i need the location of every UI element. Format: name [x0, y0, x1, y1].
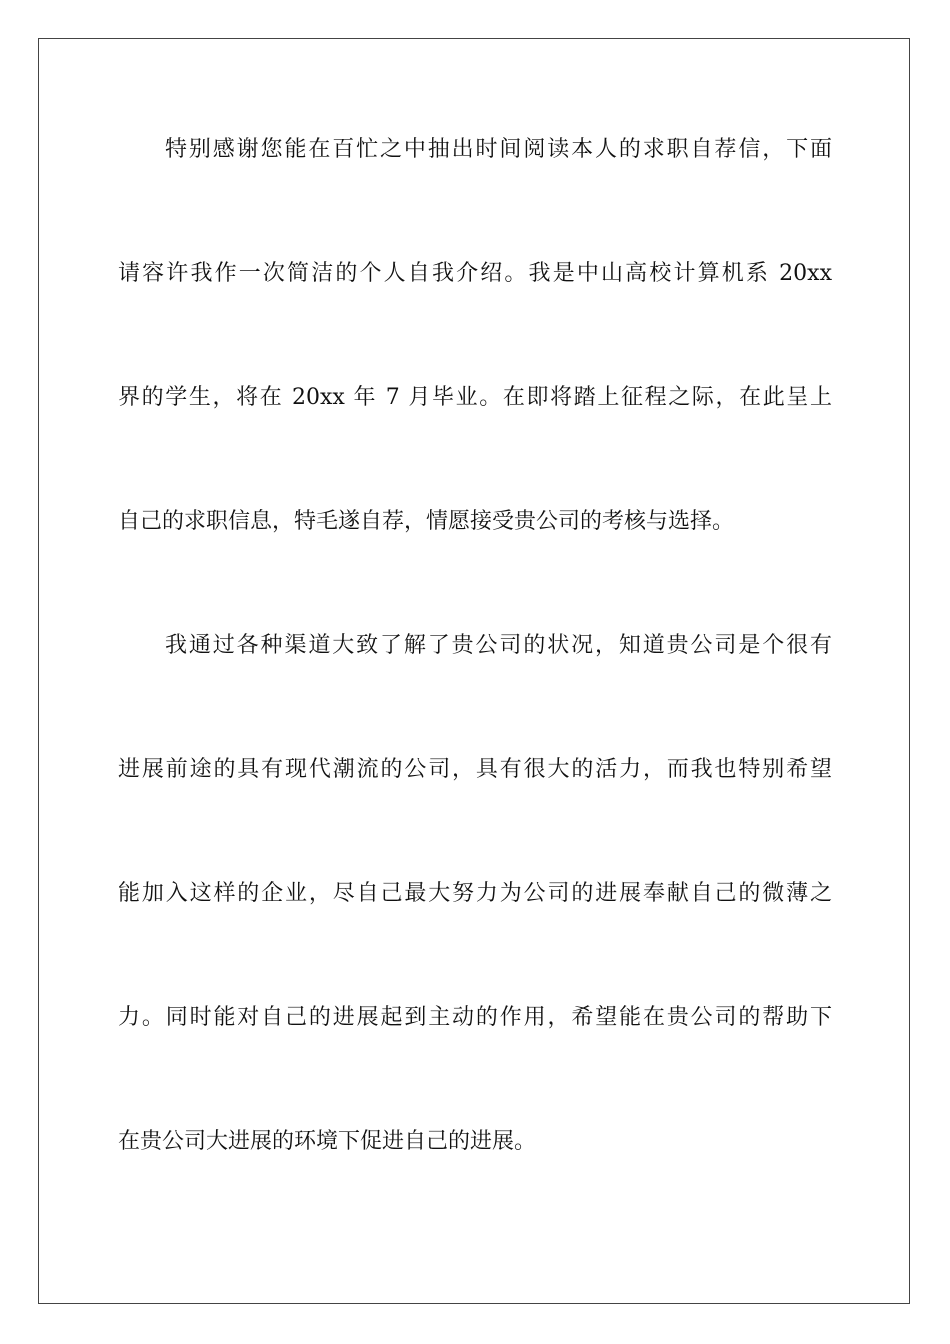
- paragraph-1-line-4: 自己的求职信息，特毛遂自荐，情愿接受贵公司的考核与选择。: [118, 509, 735, 534]
- paragraph-2-line-2: 进展前途的具有现代潮流的公司，具有很大的活力，而我也特别希望: [118, 757, 832, 782]
- paragraph-1-line-2: 请容许我作一次简洁的个人自我介绍。我是中山高校计算机系 20xx: [118, 261, 832, 286]
- paragraph-2-line-1: 我通过各种渠道大致了解了贵公司的状况，知道贵公司是个很有: [165, 633, 832, 658]
- paragraph-2-line-3: 能加入这样的企业，尽自己最大努力为公司的进展奉献自己的微薄之: [118, 881, 832, 906]
- paragraph-2-line-5: 在贵公司大进展的环境下促进自己的进展。: [118, 1129, 537, 1154]
- paragraph-1-line-3: 界的学生，将在 20xx 年 7 月毕业。在即将踏上征程之际，在此呈上: [118, 385, 832, 410]
- paragraph-1-line-1: 特别感谢您能在百忙之中抽出时间阅读本人的求职自荐信，下面: [165, 137, 832, 162]
- paragraph-2-line-4: 力。同时能对自己的进展起到主动的作用，希望能在贵公司的帮助下: [118, 1005, 832, 1030]
- page-border: [38, 38, 910, 1304]
